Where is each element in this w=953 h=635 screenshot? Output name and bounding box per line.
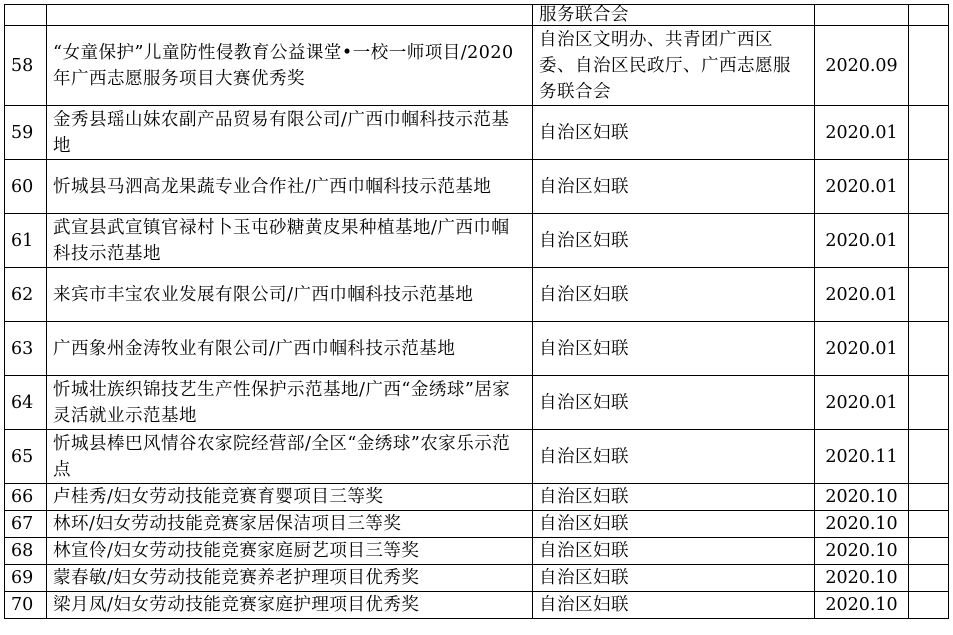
extra-cell (909, 484, 949, 511)
date-cell: 2020.10 (815, 538, 909, 565)
org-cell: 自治区文明办、共青团广西区委、自治区民政厅、广西志愿服务联合会 (533, 26, 815, 106)
org-cell: 自治区妇联 (533, 511, 815, 538)
num-cell: 67 (5, 511, 47, 538)
title-cell: 金秀县瑶山妹农副产品贸易有限公司/广西巾帼科技示范基地 (47, 106, 533, 160)
title-cell: 武宣县武宣镇官禄村卜玉屯砂糖黄皮果种植基地/广西巾帼科技示范基地 (47, 214, 533, 268)
title-cell: 忻城县马泗高龙果蔬专业合作社/广西巾帼科技示范基地 (47, 160, 533, 214)
num-cell: 69 (5, 565, 47, 592)
org-cell: 自治区妇联 (533, 268, 815, 322)
extra-cell (909, 26, 949, 106)
table-row (5, 322, 949, 376)
table-row (5, 592, 949, 619)
num-cell: 65 (5, 430, 47, 484)
org-cell: 自治区妇联 (533, 430, 815, 484)
extra-cell (909, 268, 949, 322)
org-cell: 自治区妇联 (533, 565, 815, 592)
num-cell: 59 (5, 106, 47, 160)
title-cell: 忻城壮族织锦技艺生产性保护示范基地/广西“金绣球”居家灵活就业示范基地 (47, 376, 533, 430)
title-cell: 来宾市丰宝农业发展有限公司/广西巾帼科技示范基地 (47, 268, 533, 322)
org-cell: 自治区妇联 (533, 160, 815, 214)
org-cell: 自治区妇联 (533, 538, 815, 565)
title-cell: 林环/妇女劳动技能竞赛家居保洁项目三等奖 (47, 511, 533, 538)
date-cell: 2020.09 (815, 26, 909, 106)
date-cell: 2020.10 (815, 484, 909, 511)
extra-cell (909, 430, 949, 484)
date-cell: 2020.01 (815, 376, 909, 430)
num-cell: 61 (5, 214, 47, 268)
title-cell: “女童保护”儿童防性侵教育公益课堂•一校一师项目/2020 年广西志愿服务项目大赛优秀奖 (47, 26, 533, 106)
num-cell: 66 (5, 484, 47, 511)
extra-cell (909, 538, 949, 565)
date-cell: 2020.10 (815, 565, 909, 592)
org-cell: 自治区妇联 (533, 322, 815, 376)
extra-cell (909, 511, 949, 538)
title-cell: 林宣伶/妇女劳动技能竞赛家庭厨艺项目三等奖 (47, 538, 533, 565)
table-row (5, 565, 949, 592)
date-cell: 2020.10 (815, 592, 909, 619)
date-cell (815, 5, 909, 26)
extra-cell (909, 160, 949, 214)
extra-cell (909, 106, 949, 160)
title-cell: 蒙春敏/妇女劳动技能竞赛养老护理项目优秀奖 (47, 565, 533, 592)
table-row (5, 214, 949, 268)
table-row (5, 106, 949, 160)
org-cell: 自治区妇联 (533, 214, 815, 268)
date-cell: 2020.11 (815, 430, 909, 484)
num-cell: 62 (5, 268, 47, 322)
title-cell (47, 5, 533, 26)
extra-cell (909, 322, 949, 376)
title-cell: 忻城县棒巴风情谷农家院经营部/全区“金绣球”农家乐示范点 (47, 430, 533, 484)
awards-table (4, 4, 949, 619)
date-cell: 2020.01 (815, 106, 909, 160)
table-row-continued (5, 5, 949, 26)
table-row (5, 376, 949, 430)
num-cell: 70 (5, 592, 47, 619)
num-cell: 60 (5, 160, 47, 214)
date-cell: 2020.01 (815, 160, 909, 214)
title-cell: 卢桂秀/妇女劳动技能竞赛育婴项目三等奖 (47, 484, 533, 511)
table-row (5, 538, 949, 565)
num-cell: 58 (5, 26, 47, 106)
num-cell: 68 (5, 538, 47, 565)
org-cell: 自治区妇联 (533, 484, 815, 511)
date-cell: 2020.01 (815, 322, 909, 376)
extra-cell (909, 214, 949, 268)
title-cell: 梁月凤/妇女劳动技能竞赛家庭护理项目优秀奖 (47, 592, 533, 619)
org-cell: 自治区妇联 (533, 592, 815, 619)
num-cell: 64 (5, 376, 47, 430)
table-row (5, 430, 949, 484)
extra-cell (909, 376, 949, 430)
extra-cell (909, 565, 949, 592)
org-cell: 服务联合会 (533, 5, 815, 26)
num-cell: 63 (5, 322, 47, 376)
date-cell: 2020.10 (815, 511, 909, 538)
table-row (5, 511, 949, 538)
title-cell: 广西象州金涛牧业有限公司/广西巾帼科技示范基地 (47, 322, 533, 376)
extra-cell (909, 5, 949, 26)
table-row (5, 26, 949, 106)
num-cell (5, 5, 47, 26)
date-cell: 2020.01 (815, 214, 909, 268)
table-row (5, 160, 949, 214)
table-row (5, 484, 949, 511)
org-cell: 自治区妇联 (533, 106, 815, 160)
org-cell: 自治区妇联 (533, 376, 815, 430)
date-cell: 2020.01 (815, 268, 909, 322)
extra-cell (909, 592, 949, 619)
table-row (5, 268, 949, 322)
